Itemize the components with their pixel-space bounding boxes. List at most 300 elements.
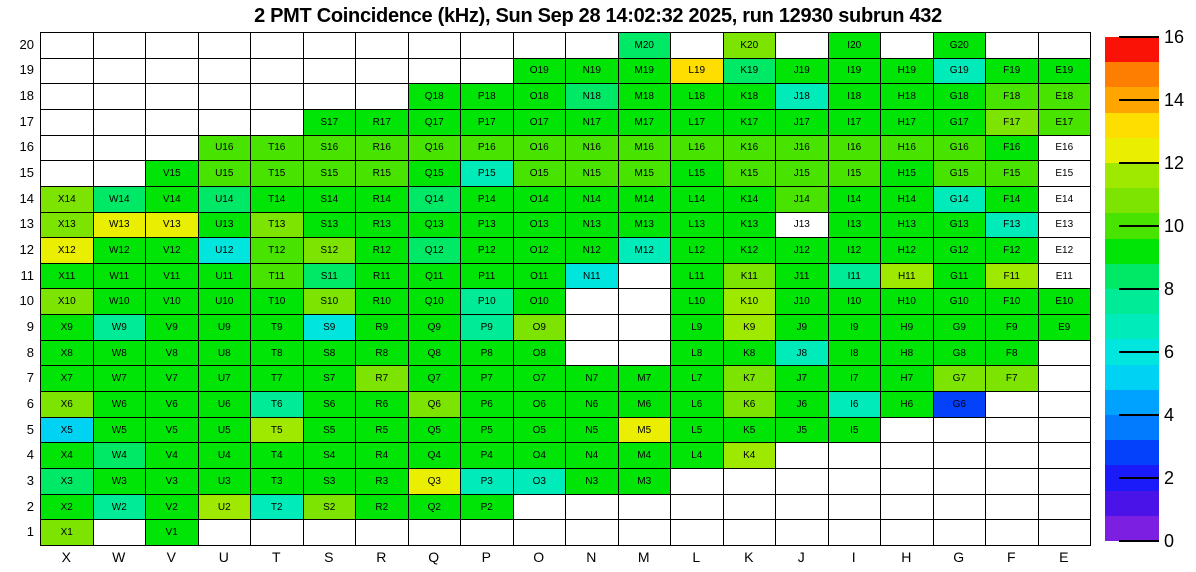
heatmap-cell-N14 [565,186,618,212]
heatmap-cell-L19 [670,58,723,84]
colorbar-tick-label-0: 0 [1164,531,1175,551]
cell-label: J5 [796,424,808,436]
heatmap-cell-G2 [933,494,986,520]
heatmap-cell-S13 [303,212,356,238]
heatmap-cell-Q12 [408,237,461,263]
chart-title: 2 PMT Coincidence (kHz), Sun Sep 28 14:02:32 2025, run 12930 subrun 432 [254,5,942,27]
cell-label: P9 [480,321,493,333]
heatmap-cell-V10 [145,288,198,314]
heatmap-cell-T8 [250,340,303,366]
heatmap-cell-G15 [933,160,986,186]
cell-label: N11 [582,270,601,282]
heatmap-cell-F14 [985,186,1038,212]
heatmap-cell-H16 [880,135,933,161]
y-axis-tick-6: 6 [26,395,34,411]
heatmap-cell-E7 [1038,365,1091,391]
x-axis-tick-K: K [744,549,754,565]
cell-label: T2 [270,501,283,513]
heatmap-cell-V2 [145,494,198,520]
y-axis-tick-16: 16 [19,139,34,155]
heatmap-cell-I1 [828,519,881,545]
cell-label: L13 [688,219,706,231]
heatmap-cell-Q13 [408,212,461,238]
heatmap-cell-Q20 [408,32,461,58]
colorbar-tick-label-12: 12 [1164,153,1185,173]
heatmap-cell-X6 [40,391,93,417]
cell-label: V9 [165,321,178,333]
heatmap-cell-G17 [933,109,986,135]
cell-label: U13 [215,219,234,231]
cell-label: M12 [634,245,654,257]
heatmap-cell-F8 [985,340,1038,366]
heatmap-cell-L14 [670,186,723,212]
heatmap-cell-F20 [985,32,1038,58]
heatmap-cell-M19 [618,58,671,84]
heatmap-cell-Q15 [408,160,461,186]
heatmap-cell-K9 [723,314,776,340]
heatmap-cell-W3 [93,468,146,494]
heatmap-cell-E15 [1038,160,1091,186]
cell-label: X8 [60,347,73,359]
cell-label: T11 [268,270,285,282]
cell-label: U3 [217,475,231,487]
heatmap-cell-O19 [513,58,566,84]
heatmap-cell-M11 [618,263,671,289]
heatmap-cell-W1 [93,519,146,545]
cell-label: U2 [217,501,231,513]
heatmap-cell-S1 [303,519,356,545]
colorbar-tick-label-16: 16 [1164,27,1185,47]
cell-label: O11 [530,270,549,282]
heatmap-cell-J14 [775,186,828,212]
heatmap-cell-G12 [933,237,986,263]
cell-label: F9 [1005,321,1018,333]
cell-label: P7 [480,373,493,385]
heatmap-cell-L10 [670,288,723,314]
cell-label: G6 [952,398,966,410]
heatmap-cell-L4 [670,442,723,468]
cell-label: W4 [111,450,127,462]
heatmap-cell-E6 [1038,391,1091,417]
heatmap-cell-S20 [303,32,356,58]
heatmap-cell-Q6 [408,391,461,417]
cell-label: N13 [582,219,601,231]
colorbar-tick-0 [1119,540,1159,542]
heatmap-cell-K10 [723,288,776,314]
heatmap-cell-H19 [880,58,933,84]
cell-label: S11 [320,270,338,282]
cell-label: H15 [897,168,916,180]
heatmap-cell-S14 [303,186,356,212]
heatmap-cell-N13 [565,212,618,238]
cell-label: T13 [268,219,286,231]
cell-label: F16 [1003,142,1021,154]
cell-label: Q3 [427,475,441,487]
heatmap-cell-R11 [355,263,408,289]
heatmap-cell-M2 [618,494,671,520]
cell-label: V15 [162,168,181,180]
cell-label: F14 [1003,193,1021,205]
cell-label: O14 [529,193,549,205]
cell-label: R11 [372,270,391,282]
heatmap-cell-K16 [723,135,776,161]
cell-label: Q13 [424,219,444,231]
cell-label: L4 [691,450,703,462]
cell-label: S6 [323,398,336,410]
heatmap-cell-T13 [250,212,303,238]
y-axis-tick-5: 5 [26,421,34,437]
x-axis-tick-O: O [533,549,545,565]
cell-label: M5 [637,424,652,436]
cell-label: E17 [1055,116,1074,128]
y-axis-tick-17: 17 [19,113,34,129]
heatmap-cell-E1 [1038,519,1091,545]
cell-label: J14 [793,193,810,205]
cell-label: U9 [217,321,231,333]
colorbar-band [1105,113,1159,138]
cell-label: W11 [109,270,130,282]
heatmap-cell-J13 [775,212,828,238]
heatmap-cell-J20 [775,32,828,58]
cell-label: N12 [582,245,601,257]
cell-label: G14 [949,193,969,205]
heatmap-cell-U8 [198,340,251,366]
heatmap-cell-R3 [355,468,408,494]
heatmap-cell-O17 [513,109,566,135]
heatmap-cell-I18 [828,83,881,109]
heatmap-cell-H1 [880,519,933,545]
cell-label: N17 [582,116,601,128]
heatmap-cell-M16 [618,135,671,161]
cell-label: Q14 [424,193,444,205]
heatmap-cell-O16 [513,135,566,161]
heatmap-cell-U16 [198,135,251,161]
cell-label: R10 [372,296,391,308]
heatmap-cell-S8 [303,340,356,366]
y-axis-tick-2: 2 [26,498,34,514]
colorbar-band [1105,314,1159,339]
heatmap-cell-F11 [985,263,1038,289]
heatmap-cell-T3 [250,468,303,494]
heatmap-cell-K6 [723,391,776,417]
cell-label: Q12 [424,245,444,257]
heatmap-cell-O12 [513,237,566,263]
cell-label: V12 [162,245,181,257]
heatmap-cell-H13 [880,212,933,238]
heatmap-cell-L7 [670,365,723,391]
heatmap-cell-Q9 [408,314,461,340]
heatmap-cell-V1 [145,519,198,545]
cell-label: Q16 [424,142,444,154]
heatmap-cell-U14 [198,186,251,212]
cell-label: S15 [320,168,339,180]
cell-label: L17 [688,116,706,128]
heatmap-cell-T4 [250,442,303,468]
cell-label: N16 [582,142,601,154]
heatmap-cell-V3 [145,468,198,494]
cell-label: K9 [743,321,756,333]
heatmap-cell-J1 [775,519,828,545]
cell-label: J10 [793,296,810,308]
heatmap-cell-I4 [828,442,881,468]
heatmap-cell-N5 [565,417,618,443]
heatmap-cell-Q3 [408,468,461,494]
heatmap-cell-F2 [985,494,1038,520]
heatmap-cell-E16 [1038,135,1091,161]
heatmap-cell-G14 [933,186,986,212]
heatmap-cell-L18 [670,83,723,109]
cell-label: V10 [162,296,181,308]
heatmap-cell-R9 [355,314,408,340]
cell-label: U15 [215,168,234,180]
heatmap-cell-O10 [513,288,566,314]
heatmap-plot-area [40,32,1091,546]
cell-label: M13 [634,219,654,231]
cell-label: K5 [743,424,756,436]
heatmap-cell-X17 [40,109,93,135]
cell-label: I8 [850,347,859,359]
cell-label: I20 [847,39,862,51]
colorbar-band [1105,390,1159,415]
heatmap-cell-P7 [460,365,513,391]
heatmap-cell-R16 [355,135,408,161]
cell-label: K18 [740,91,759,103]
cell-label: P6 [480,398,493,410]
heatmap-cell-H3 [880,468,933,494]
cell-label: R8 [375,347,389,359]
heatmap-cell-K18 [723,83,776,109]
heatmap-cell-L12 [670,237,723,263]
cell-label: X6 [60,398,73,410]
heatmap-cell-Q4 [408,442,461,468]
heatmap-cell-W10 [93,288,146,314]
x-axis-tick-J: J [797,549,805,565]
cell-label: G11 [950,270,969,282]
heatmap-cell-R6 [355,391,408,417]
heatmap-cell-L1 [670,519,723,545]
cell-label: L5 [691,424,703,436]
y-axis-tick-11: 11 [20,267,34,283]
heatmap-cell-X4 [40,442,93,468]
heatmap-cell-E4 [1038,442,1091,468]
cell-label: L15 [688,168,706,180]
cell-label: H7 [900,373,914,385]
cell-label: R3 [375,475,389,487]
cell-label: H10 [897,296,916,308]
cell-label: K15 [740,168,759,180]
heatmap-cell-F19 [985,58,1038,84]
cell-label: R12 [372,245,391,257]
heatmap-cell-M10 [618,288,671,314]
cell-label: L6 [691,398,703,410]
colorbar-band [1105,491,1159,516]
colorbar-tick-4 [1119,414,1159,416]
cell-label: X13 [57,219,76,231]
heatmap-cell-N3 [565,468,618,494]
heatmap-cell-H17 [880,109,933,135]
y-axis-tick-4: 4 [26,447,34,463]
heatmap-cell-E8 [1038,340,1091,366]
cell-label: W6 [111,398,127,410]
heatmap-cell-H15 [880,160,933,186]
cell-label: M6 [637,398,652,410]
cell-label: E19 [1055,65,1074,77]
x-axis-tick-E: E [1059,549,1069,565]
heatmap-cell-I10 [828,288,881,314]
cell-label: L11 [688,270,705,282]
cell-label: G13 [949,219,969,231]
cell-label: X14 [57,193,76,205]
heatmap-cell-F18 [985,83,1038,109]
heatmap-cell-T2 [250,494,303,520]
heatmap-cell-J19 [775,58,828,84]
heatmap-cell-V6 [145,391,198,417]
heatmap-cell-F10 [985,288,1038,314]
heatmap-cell-P4 [460,442,513,468]
cell-label: V13 [162,219,181,231]
cell-label: S14 [320,193,339,205]
cell-label: W12 [108,245,130,257]
cell-label: W5 [111,424,127,436]
heatmap-cell-O13 [513,212,566,238]
heatmap-cell-X11 [40,263,93,289]
cell-label: J11 [794,270,810,282]
heatmap-cell-E11 [1038,263,1091,289]
heatmap-cell-L16 [670,135,723,161]
heatmap-cell-K3 [723,468,776,494]
heatmap-cell-O14 [513,186,566,212]
y-axis-tick-15: 15 [19,165,34,181]
heatmap-cell-I19 [828,58,881,84]
cell-label: E13 [1055,219,1074,231]
heatmap-cell-S11 [303,263,356,289]
y-axis-tick-14: 14 [19,190,34,206]
colorbar-tick-label-4: 4 [1164,405,1175,425]
cell-label: Q7 [427,373,441,385]
heatmap-cell-X15 [40,160,93,186]
heatmap-cell-V5 [145,417,198,443]
heatmap-cell-F1 [985,519,1038,545]
heatmap-cell-M12 [618,237,671,263]
cell-label: H19 [897,65,916,77]
cell-label: X4 [60,450,73,462]
heatmap-cell-S5 [303,417,356,443]
y-axis-tick-12: 12 [19,242,34,258]
cell-label: G7 [952,373,966,385]
cell-label: G19 [949,65,969,77]
cell-label: I14 [847,193,862,205]
cell-label: U10 [215,296,234,308]
cell-label: X7 [60,373,73,385]
cell-label: Q2 [427,501,441,513]
x-axis-tick-F: F [1006,549,1016,565]
heatmap-cell-N2 [565,494,618,520]
cell-label: X10 [57,296,76,308]
colorbar-tick-16 [1119,36,1159,38]
cell-label: N5 [585,424,599,436]
cell-label: O5 [532,424,546,436]
cell-label: R14 [372,193,391,205]
cell-label: I10 [847,296,862,308]
cell-label: P16 [477,142,496,154]
cell-label: F12 [1003,245,1021,257]
heatmap-cell-O6 [513,391,566,417]
cell-label: U16 [215,142,234,154]
heatmap-cell-N7 [565,365,618,391]
heatmap-cell-V17 [145,109,198,135]
cell-label: W7 [111,373,127,385]
heatmap-cell-S12 [303,237,356,263]
x-axis-tick-N: N [586,549,597,565]
heatmap-cell-U4 [198,442,251,468]
cell-label: J18 [793,91,810,103]
heatmap-cell-K7 [723,365,776,391]
cell-label: L14 [688,193,706,205]
heatmap-cell-F4 [985,442,1038,468]
x-axis-tick-I: I [851,549,856,565]
heatmap-cell-T9 [250,314,303,340]
heatmap-cell-M5 [618,417,671,443]
colorbar-tick-8 [1119,288,1159,290]
heatmap-cell-S16 [303,135,356,161]
cell-label: R6 [375,398,389,410]
heatmap-cell-E3 [1038,468,1091,494]
heatmap-cell-R19 [355,58,408,84]
cell-label: V4 [165,450,178,462]
cell-label: H13 [897,219,916,231]
heatmap-cell-H12 [880,237,933,263]
heatmap-cell-H11 [880,263,933,289]
heatmap-cell-O3 [513,468,566,494]
cell-label: G16 [949,142,969,154]
heatmap-cell-V7 [145,365,198,391]
heatmap-cell-U1 [198,519,251,545]
heatmap-cell-N20 [565,32,618,58]
heatmap-cell-S6 [303,391,356,417]
cell-label: G9 [952,321,966,333]
heatmap-cell-R12 [355,237,408,263]
heatmap-cell-U15 [198,160,251,186]
cell-label: J12 [793,245,810,257]
cell-label: J16 [793,142,810,154]
heatmap-cell-Q14 [408,186,461,212]
x-axis-tick-S: S [324,549,334,565]
cell-label: K7 [743,373,756,385]
heatmap-cell-U13 [198,212,251,238]
heatmap-cell-G4 [933,442,986,468]
heatmap-cell-J2 [775,494,828,520]
cell-label: E16 [1055,142,1074,154]
heatmap-cell-N8 [565,340,618,366]
cell-label: N15 [582,168,601,180]
heatmap-cell-T16 [250,135,303,161]
cell-label: Q17 [424,116,444,128]
cell-label: J19 [793,65,810,77]
heatmap-cell-Q8 [408,340,461,366]
cell-label: W10 [108,296,130,308]
heatmap-cell-O11 [513,263,566,289]
cell-label: R7 [375,373,389,385]
colorbar-band [1105,188,1159,213]
cell-label: S10 [320,296,339,308]
heatmap-cell-X12 [40,237,93,263]
cell-label: G12 [949,245,969,257]
heatmap-cell-V9 [145,314,198,340]
heatmap-cell-W12 [93,237,146,263]
cell-label: K20 [740,39,759,51]
heatmap-cell-N16 [565,135,618,161]
heatmap-cell-P19 [460,58,513,84]
